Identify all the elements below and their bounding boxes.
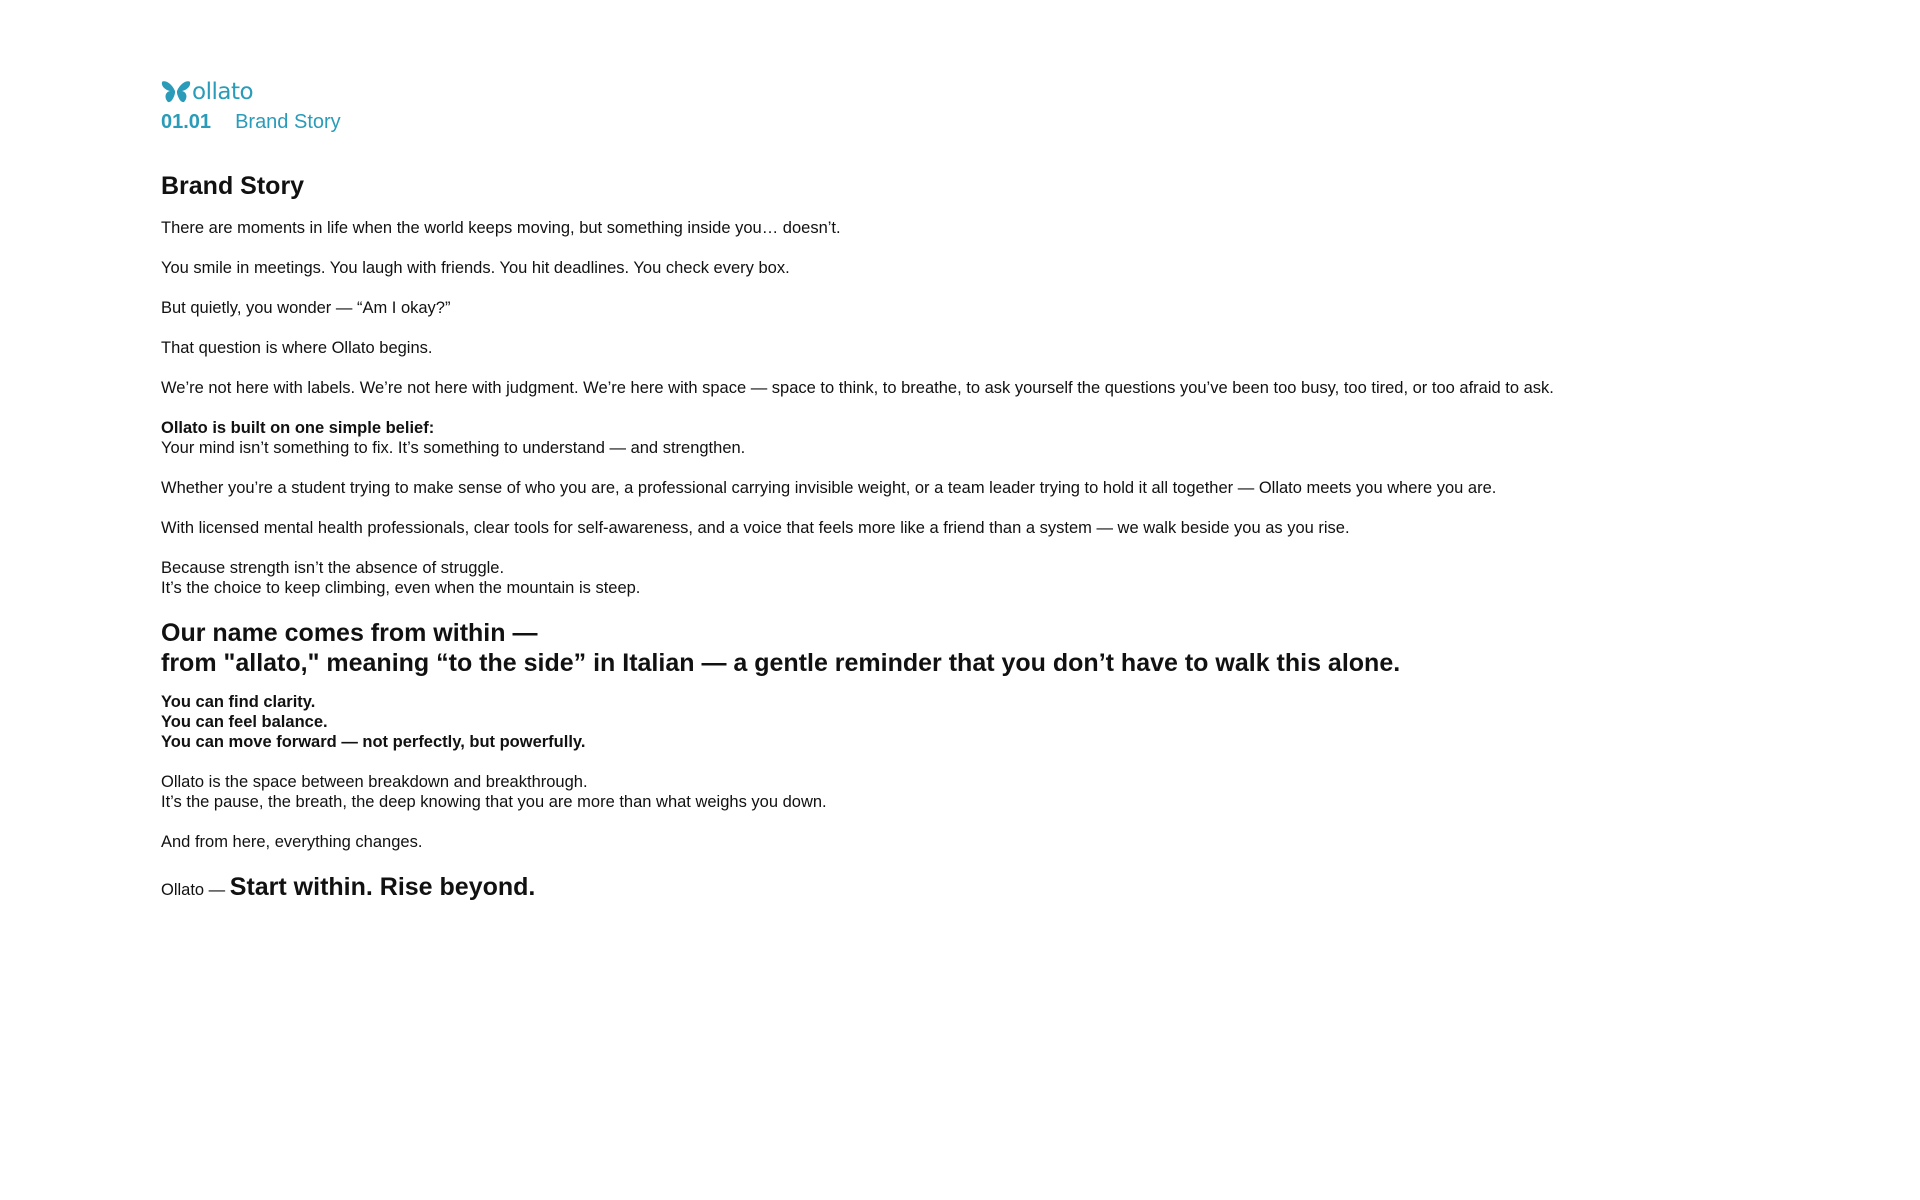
paragraph-12: And from here, everything changes. — [161, 833, 423, 851]
belief-heading: Ollato is built on one simple belief: — [161, 419, 435, 437]
section-label: Brand Story — [235, 111, 341, 133]
affirmations — [161, 692, 1761, 752]
paragraph-9-line-2: It’s the choice to keep climbing, even when the mountain is steep. — [161, 579, 641, 597]
paragraph-7: Whether you’re a student trying to make sense of who you are, a professional carrying invisible weight, or a team leader trying to hold it all together — Ollato meets you where you are. — [161, 479, 1497, 497]
name-origin-heading — [161, 618, 1761, 678]
paragraph-9 — [161, 558, 1761, 598]
name-origin-line-1: Our name comes from within — — [161, 619, 538, 647]
paragraph-4: That question is where Ollato begins. — [161, 339, 433, 357]
paragraph-8: With licensed mental health professionals, clear tools for self-awareness, and a voice that feels more like a friend than a system — we walk beside you as you rise. — [161, 519, 1350, 537]
document-body — [161, 171, 1761, 905]
paragraph-9-line-1: Because strength isn’t the absence of struggle. — [161, 559, 505, 577]
belief-text: Your mind isn’t something to fix. It’s something to understand — and strengthen. — [161, 439, 746, 457]
affirmation-3: You can move forward — not perfectly, but powerfully. — [161, 733, 586, 751]
brand-wordmark: ollato — [192, 78, 254, 105]
name-origin-line-2: from "allato," meaning “to the side” in Italian — a gentle reminder that you don’t have to walk this alone. — [161, 649, 1401, 677]
belief-paragraph — [161, 418, 1761, 458]
closing-tagline: Start within. Rise beyond. — [229, 873, 536, 901]
closing-prefix: Ollato — — [161, 881, 226, 899]
section-number: 01.01 — [161, 111, 212, 133]
closing-line — [161, 872, 1761, 905]
paragraph-5: We’re not here with labels. We’re not here with judgment. We’re here with space — space to think, to breathe, to ask yourself the questions you’ve been too busy, too tired, or too afraid to ask. — [161, 379, 1554, 397]
paragraph-11 — [161, 772, 1761, 812]
butterfly-icon — [161, 79, 191, 105]
affirmation-1: You can find clarity. — [161, 693, 316, 711]
paragraph-1: There are moments in life when the world keeps moving, but something inside you… doesn’t. — [161, 219, 841, 237]
paragraph-11-line-2: It’s the pause, the breath, the deep knowing that you are more than what weighs you down. — [161, 793, 827, 811]
paragraph-2: You smile in meetings. You laugh with friends. You hit deadlines. You check every box. — [161, 259, 790, 277]
paragraph-3: But quietly, you wonder — “Am I okay?” — [161, 299, 451, 317]
paragraph-11-line-1: Ollato is the space between breakdown and breakthrough. — [161, 773, 588, 791]
page-title: Brand Story — [161, 172, 305, 200]
section-heading — [161, 111, 1920, 134]
affirmation-2: You can feel balance. — [161, 713, 328, 731]
brand-logo — [161, 78, 1920, 106]
